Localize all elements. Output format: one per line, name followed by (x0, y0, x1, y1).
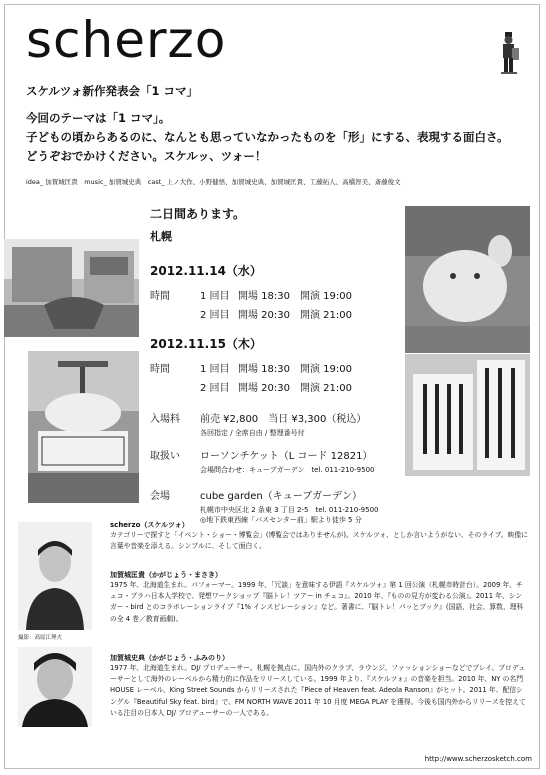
bio-text-fuminori: 1977 年、北海道生まれ。DJ/ プロデューサー。札幌を拠点に、国内外のクラブ、ラウンジ、ファッションショーなどでプレイ。プロデューサーとして海外のレーベルから精力的に作品をリリースしている。1999 年より、『スケルツォ』の音楽を担当。2010 年、NY の名門 HOUSE レーベル、King Street Sounds からリリースされた『Piece of Heaven feat. Adeola Ranson』がヒット。2011 年、配信シングル『Beautiful Sky feat. bird』で、FM NORTH WAVE 2011 年 10 月度 MEGA PLAY を獲得。今後も国内外からリリースを控えている注目の日本人 DJ/ プロデューサーの一人である。 (110, 664, 526, 717)
city: 札幌 (150, 230, 172, 243)
website-url: http://www.scherzosketch.com (424, 755, 532, 763)
bio-title-scherzo: scherzo（スケルツォ） (110, 521, 189, 529)
schedule-headline: 二日間あります。 (150, 207, 246, 221)
bio-title-masaki: 加賀城匡貴（かがじょう・まさき） (110, 571, 222, 579)
venue-row: 会場 cube garden（キューブガーデン） (150, 491, 362, 502)
schedule (150, 205, 400, 525)
bio-text-masaki: 1975 年、北海道生まれ。パフォーマー。1999 年、「冗談」を意味する伊語『スケルツォ』第 1 回公演（札幌市時計台）。2009 年、チェコ・プラハ日本人学校で、発想ワークショップ『脳トレ！ツアー in チェコ』。2010 年、『ものの見方が変わる公演』。2011 年、シンガー・bird とのコラボレーションライブ『1% インスピレーション』など。著書に、『脳トレ！パッとブック』(国語、社会、算数、理科の全 4 巻／教育画劇)。 (110, 581, 524, 623)
date-1: 2012.11.14（水） (150, 264, 262, 278)
portrait-masaki (18, 522, 92, 630)
time-row-2-2: 2 回目 開場 20:30 開演 21:00 (200, 383, 352, 394)
ticket-note: 会場問合わせ：キューブガーデン tel. 011-210-9500 (200, 466, 375, 474)
time-row-1-1: 時間 1 回目 開場 18:30 開演 19:00 (150, 287, 400, 302)
portrait-fuminori (18, 647, 92, 727)
bio-masaki (110, 570, 528, 625)
fee-note: 各回指定 / 全席自由 / 整理番号付 (200, 429, 305, 437)
venue-access: ◎地下鉄東西線「バスセンター前」駅より徒歩 5 分 (200, 516, 362, 524)
logo: scherzo (26, 11, 227, 69)
photo-statue (405, 206, 530, 353)
photo-building (4, 239, 139, 337)
time-row-1-2: 2 回目 開場 20:30 開演 21:00 (200, 310, 352, 321)
time-label: 時間 (150, 291, 170, 302)
bio-fuminori (110, 653, 528, 719)
theme-text (26, 109, 536, 166)
figure-illustration (496, 30, 522, 76)
ticket-row: 取扱い ローソンチケット（L コード 12821） (150, 451, 373, 462)
subtitle: スケルツォ新作発表会「1 コマ」 (26, 84, 198, 98)
venue-address: 札幌市中央区北 2 条東 3 丁目 2-5 tel. 011-210-9500 (200, 506, 379, 514)
photo-credit: 撮影：高原江理夫 (18, 635, 63, 641)
theme-line-1: 今回のテーマは「1 コマ」。 (26, 111, 171, 125)
theme-line-3: どうぞおでかけください。スケルッ、ツォー！ (26, 149, 267, 163)
time-row-2-1: 時間 1 回目 開場 18:30 開演 19:00 (150, 364, 352, 375)
credits: idea_ 加賀城匡貴 music_ 加賀城史典 cast_ 上ノ大作、小野健悟、加賀城史典、加賀城匡貴、工藤拓人、高橋智美、斎藤俊文 (26, 178, 401, 186)
theme-line-2: 子どもの頃からあるのに、なんとも思っていなかったものを「形」にする、表現する面白さ。 (26, 130, 509, 144)
bio-text-scherzo: カテゴリーで探すと「イベント・ショー・博覧会」(博覧会ではありませんが)。スケルツォ、としか言いようがない、そのライブ。映像に言葉や音楽を添える。シンプルに、そして面白く。 (110, 531, 528, 551)
bio-title-fuminori: 加賀城史典（かがじょう・ふみのり） (110, 654, 229, 662)
fee-row: 入場料 前売 ¥2,800 当日 ¥3,300（税込） (150, 414, 367, 425)
photo-sign (28, 351, 139, 503)
photo-calligraphy (405, 354, 530, 476)
bio-scherzo (110, 520, 528, 552)
date-2: 2012.11.15（木） (150, 337, 262, 351)
